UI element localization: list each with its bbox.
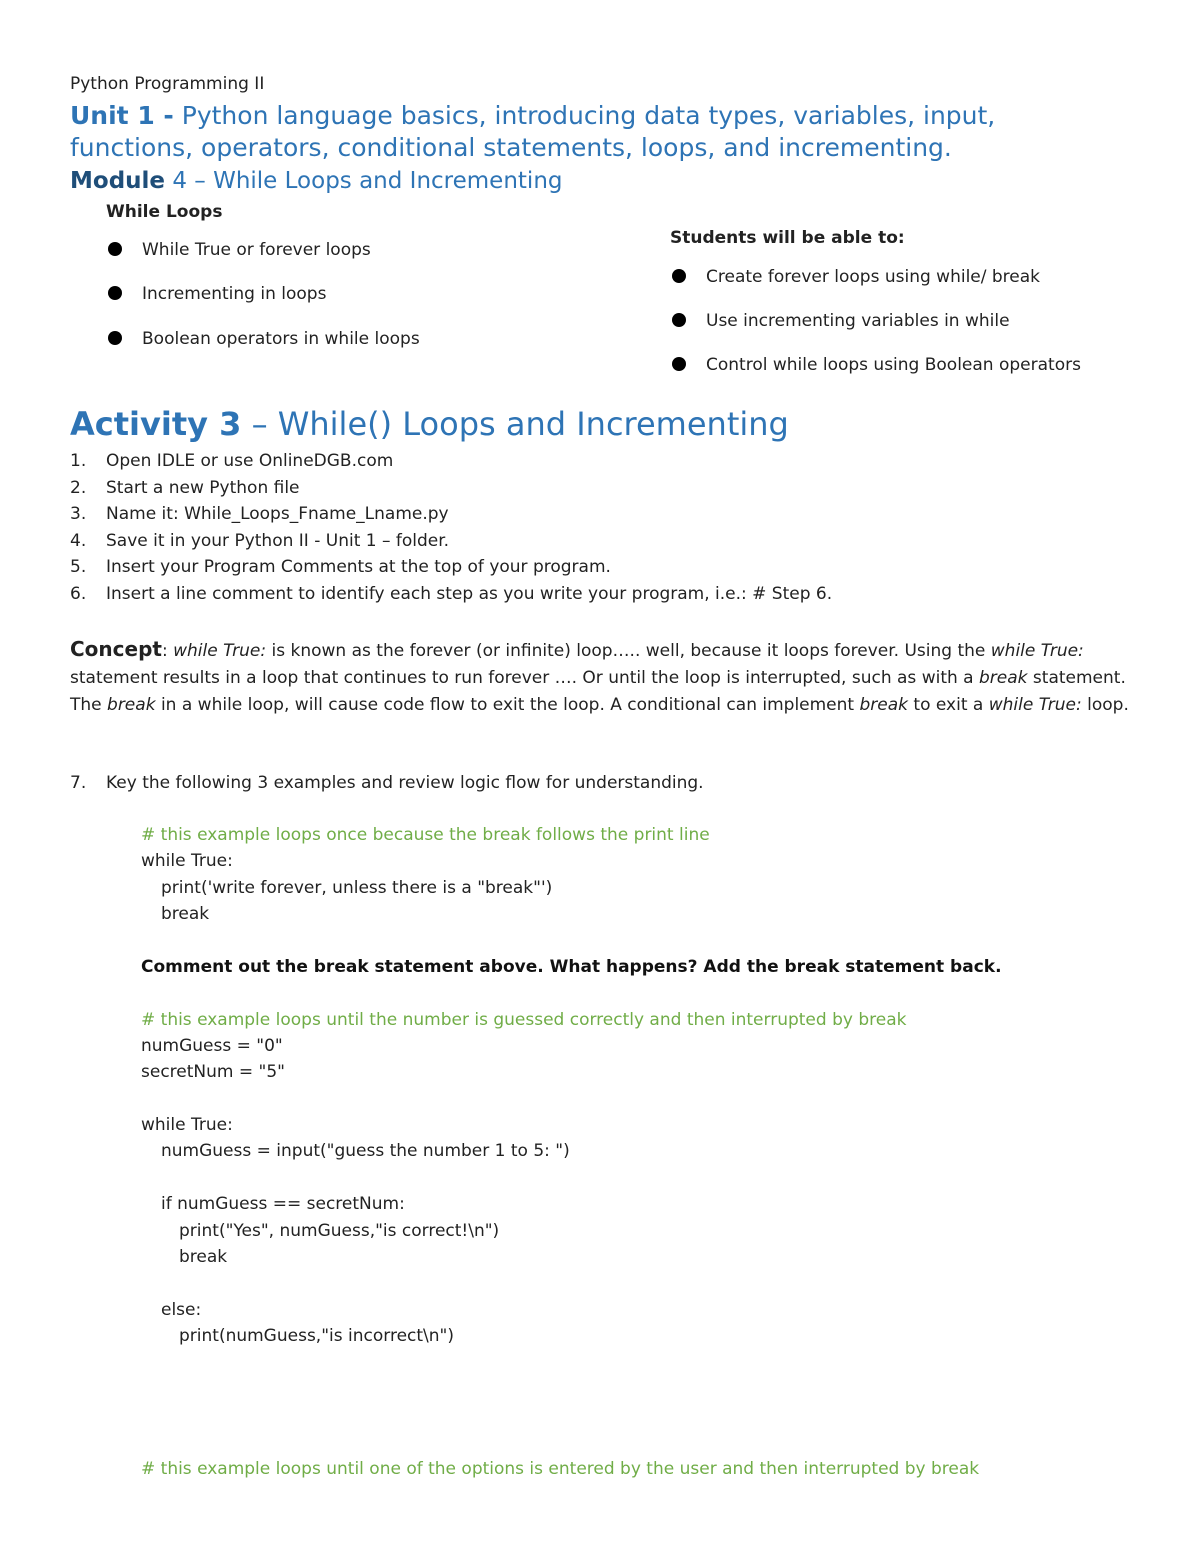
- bullet-icon: [672, 357, 686, 371]
- unit-text-line-1: Python language basics, introducing data types, variables, input,: [181, 101, 996, 130]
- step-item: 6. Insert a line comment to identify each step as you write your program, i.e.: # Step 6.: [70, 584, 833, 604]
- code-line: break: [161, 904, 210, 924]
- code-line: numGuess = "0": [141, 1036, 283, 1056]
- bullet-icon: [108, 286, 122, 300]
- bullet-icon: [108, 242, 122, 256]
- topics-heading: While Loops: [106, 202, 223, 222]
- step-item: 4. Save it in your Python II - Unit 1 – folder.: [70, 531, 450, 551]
- module-text: 4 – While Loops and Incrementing: [172, 168, 563, 194]
- code-line: print(numGuess,"is incorrect\n"): [179, 1326, 454, 1346]
- code-line: print('write forever, unless there is a "break"'): [161, 878, 553, 898]
- step-item: 2. Start a new Python file: [70, 478, 300, 498]
- unit-heading: [70, 100, 995, 164]
- unit-label: Unit 1 -: [70, 101, 174, 130]
- objectives-heading: Students will be able to:: [670, 228, 905, 248]
- bullet-icon: [672, 269, 686, 283]
- objective-item: Create forever loops using while/ break: [672, 267, 1040, 287]
- topic-item: Boolean operators in while loops: [108, 329, 420, 349]
- topic-item: Incrementing in loops: [108, 284, 326, 304]
- code-comment: # this example loops until the number is guessed correctly and then interrupted by break: [141, 1010, 907, 1030]
- step-item: 5. Insert your Program Comments at the top of your program.: [70, 557, 611, 577]
- instruction-note: Comment out the break statement above. What happens? Add the break statement back.: [141, 957, 1002, 977]
- code-line: if numGuess == secretNum:: [161, 1194, 405, 1214]
- step-item: 7. Key the following 3 examples and review logic flow for understanding.: [70, 773, 704, 793]
- course-title: Python Programming II: [70, 74, 265, 94]
- objective-item: Control while loops using Boolean operators: [672, 355, 1081, 375]
- objective-item: Use incrementing variables in while: [672, 311, 1010, 331]
- code-line: break: [179, 1247, 228, 1267]
- concept-paragraph: Concept: while True: is known as the forever (or infinite) loop….. well, because it loops forever. Using the while True: statement results in a loop that continues to run forever …. Or until the loop is interrupted, such as with a break statement. The break in a while loop, will cause code flow to exit the loop. A conditional can implement break to exit a while True: loop.: [70, 637, 1129, 715]
- code-line: while True:: [141, 1115, 233, 1135]
- code-line: secretNum = "5": [141, 1062, 285, 1082]
- code-line: else:: [161, 1300, 202, 1320]
- step-item: 1. Open IDLE or use OnlineDGB.com: [70, 451, 394, 471]
- code-comment: # this example loops once because the break follows the print line: [141, 825, 710, 845]
- code-line: while True:: [141, 851, 233, 871]
- activity-title: [70, 405, 789, 443]
- module-heading: [70, 168, 563, 194]
- code-line: numGuess = input("guess the number 1 to 5: "): [161, 1141, 570, 1161]
- unit-text-line-2: functions, operators, conditional statements, loops, and incrementing.: [70, 133, 952, 162]
- bullet-icon: [672, 313, 686, 327]
- bullet-icon: [108, 331, 122, 345]
- activity-subtitle: – While() Loops and Incrementing: [251, 405, 789, 443]
- code-line: print("Yes", numGuess,"is correct!\n"): [179, 1221, 500, 1241]
- activity-label: Activity 3: [70, 405, 242, 443]
- topic-item: While True or forever loops: [108, 240, 371, 260]
- step-item: 3. Name it: While_Loops_Fname_Lname.py: [70, 504, 449, 524]
- module-label: Module: [70, 168, 166, 194]
- code-comment: # this example loops until one of the options is entered by the user and then interrupted by break: [141, 1459, 980, 1479]
